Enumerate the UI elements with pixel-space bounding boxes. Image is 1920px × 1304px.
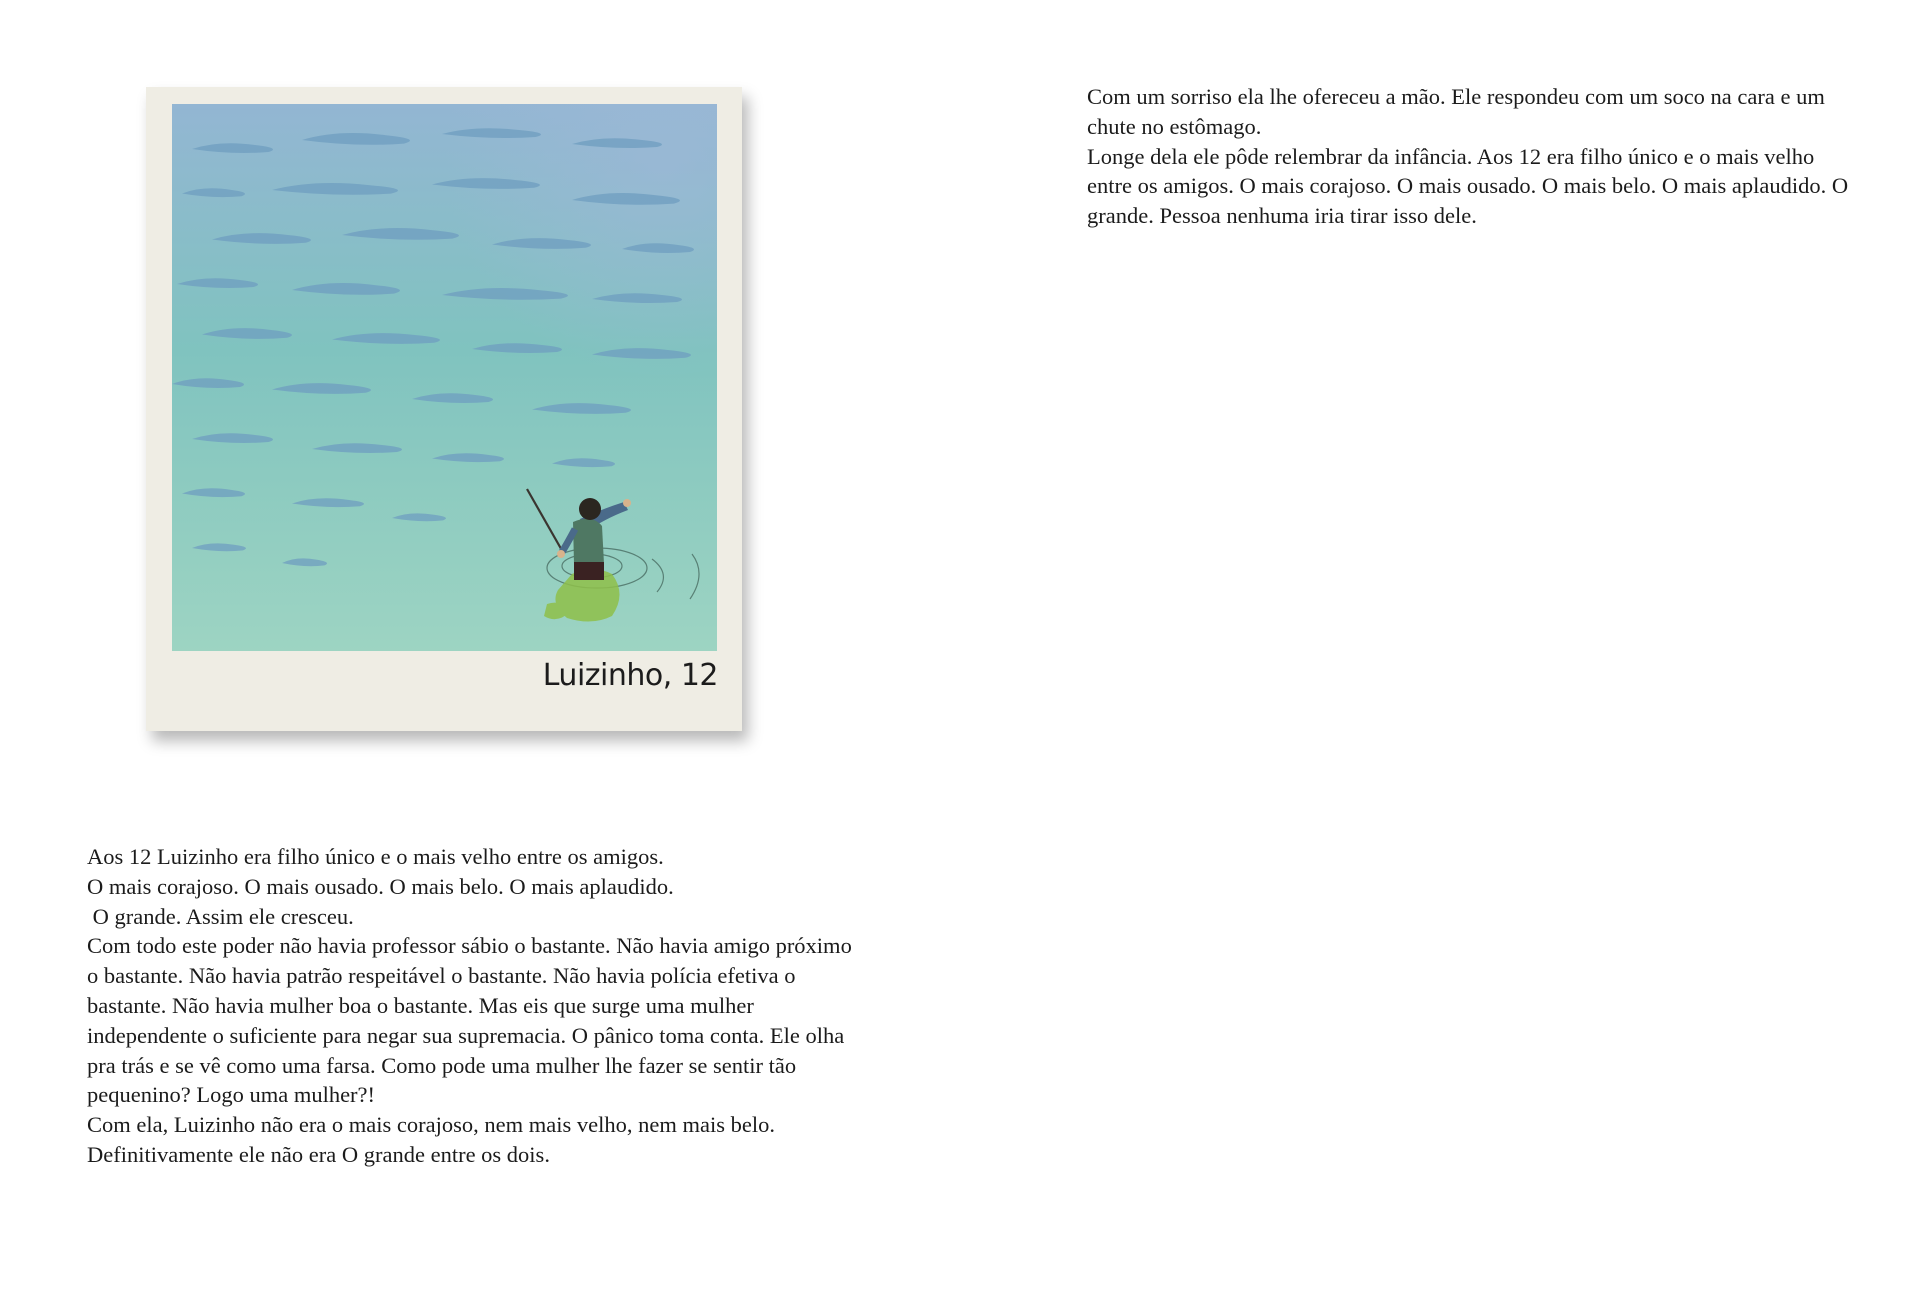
paragraph: Definitivamente ele não era O grande entre os dois. bbox=[87, 1141, 550, 1167]
right-text-block bbox=[1087, 82, 1857, 231]
paragraph: Com ela, Luizinho não era o mais corajoso, nem mais velho, nem mais belo. bbox=[87, 1112, 775, 1138]
paragraph: Aos 12 Luizinho era filho único e o mais velho entre os amigos. bbox=[87, 844, 664, 869]
left-text-block bbox=[87, 842, 867, 1170]
paragraph: Longe dela ele pôde relembrar da infância. Aos 12 era filho único e o mais velho entre os amigos. O mais corajoso. O mais ousado. O mais belo. O mais aplaudido. O grande. Pessoa nenhuma iria tirar isso dele. bbox=[1087, 143, 1854, 229]
paragraph: O grande. Assim ele cresceu. bbox=[87, 903, 354, 929]
polaroid-photo-frame bbox=[146, 87, 742, 731]
paragraph: O mais corajoso. O mais ousado. O mais belo. O mais aplaudido. bbox=[87, 873, 674, 899]
paragraph: Com um sorriso ela lhe ofereceu a mão. Ele respondeu com um soco na cara e um chute no estômago. bbox=[1087, 84, 1831, 139]
photo-caption: Luizinho, 12 bbox=[542, 658, 718, 693]
paragraph: Com todo este poder não havia professor sábio o bastante. Não havia amigo próximo o bastante. Não havia patrão respeitável o bastante. Não havia polícia efetiva o bastante. Não havia mulher boa o bastante. Mas eis que surge uma mulher independente o suficiente para negar sua supremacia. O pânico toma conta. Ele olha pra trás e se vê como uma farsa. Como pode uma mulher lhe fazer se sentir tão pequenino? Logo uma mulher?! bbox=[87, 933, 858, 1108]
illustration-boy-in-water bbox=[172, 104, 717, 651]
water-illustration bbox=[172, 104, 717, 651]
